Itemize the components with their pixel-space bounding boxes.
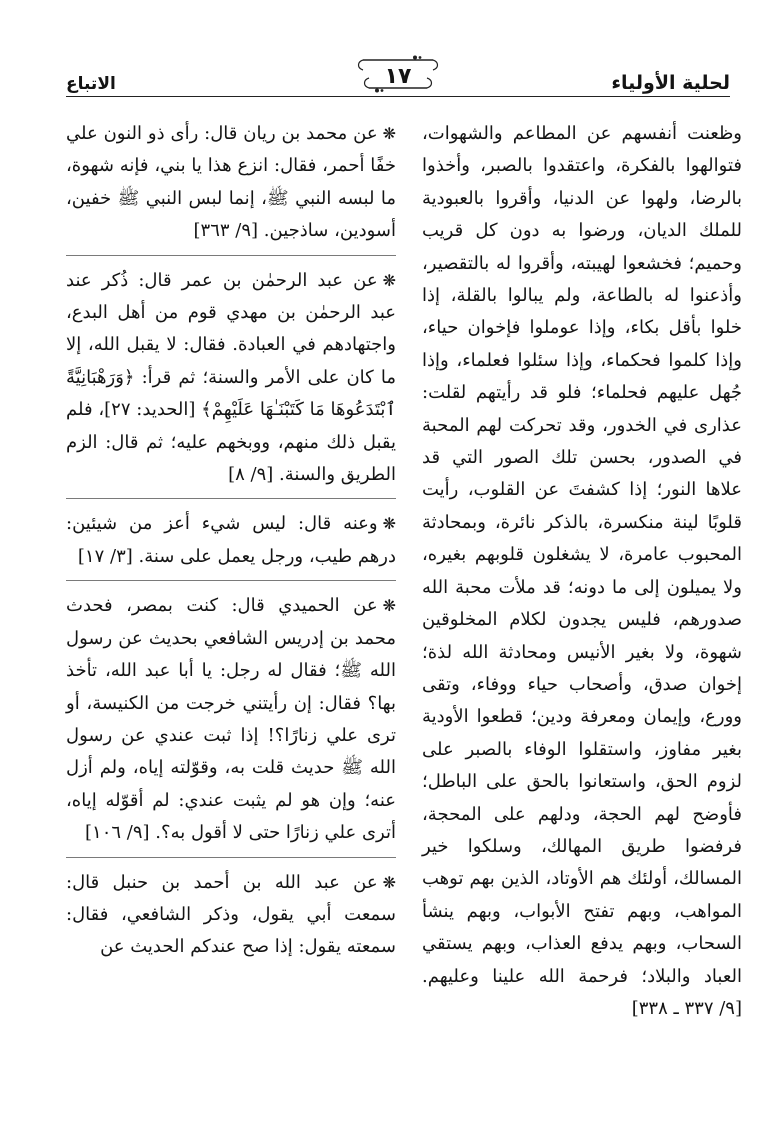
narration-text: عن عبد الله بن أحمد بن حنبل قال: سمعت أبي يقول، وذكر الشافعي، فقال: سمعته يقول: إذا صح عندكم الحديث عن: [66, 871, 396, 958]
source-reference: [٩/ ٨]: [228, 464, 274, 486]
narration-entry: [66, 118, 396, 248]
narration-text: عن عبد الرحمٰن بن عمر قال: ذُكر عند عبد الرحمٰن بن مهدي قوم من أهل البدع، واجتهادهم في العبادة. فقال: لا يقبل الله، إلا ما كان على الأمر والسنة؛ ثم قرأ: ﴿وَرَهْبَانِيَّةً ٱبْتَدَعُوهَا مَا كَتَبْنَـٰهَا عَلَيْهِمْ﴾ [الحديد: ٢٧]، فلم يقبل ذلك منهم، ووبخهم عليه؛ ثم قال: الزم الطريق والسنة.: [66, 269, 396, 486]
source-reference: [٣/ ١٧]: [77, 545, 133, 567]
book-title: لحلية الأولياء: [611, 72, 730, 94]
entry-divider: [66, 857, 396, 858]
star-bullet-icon: ❋: [382, 596, 396, 616]
narration-text: عن محمد بن ريان قال: رأى ذو النون علي خفًا أحمر، فقال: انزع هذا يا بني، فإنه شهوة، ما لبسه النبي ﷺ، إنما لبس النبي ﷺ خفين، أسودين، ساذجين.: [66, 123, 396, 242]
entry-divider: [66, 255, 396, 256]
narration-entry: [66, 508, 396, 573]
narration-text: عن الحميدي قال: كنت بمصر، فحدث محمد بن إدريس الشافعي بحديث عن رسول الله ﷺ؛ فقال له رجل: يا أبا عبد الله، تأخذ بها؟ فقال: إن رأيتني خرجت من الكنيسة، أو ترى علي زنارًا؟! إذا ثبت عندي عن رسول الله ﷺ حديث قلت به، وقوّلته إياه، ولم أزل عنه؛ وإن هو لم يثبت عندي: لم أقوّله إياه، أترى علي زنارًا حتى لا أقول به؟.: [66, 595, 396, 844]
right-column: [422, 118, 742, 1025]
running-header: [66, 52, 730, 98]
paragraph-text: وظعنت أنفسهم عن المطاعم والشهوات، فتوالهوا بالفكرة، واعتقدوا بالصبر، وأخذوا بالرضا، ولهوا عن الدنيا، وأقروا بالعبودية للملك الديان، ورضوا به دون كل قريب وحميم؛ فخشعوا لهيبته، وأقروا له بالتقصير، وأذعنوا له بالطاعة، ولم يبالوا بالقلة، إذا خلوا بأقل بكاء، وإذا عوملوا فإخوان حياء، وإذا كلموا فحكماء، وإذا سئلوا فعلماء، وإذا جُهل عليهم فحلماء؛ فلو قد رأيتهم لقلت: عذارى في الخدور، وقد تحركت لهم المحبة في الصدور، بحسن تلك الصور التي قد علاها النور؛ إذا كشفتَ عن القلوب، رأيت قلوبًا لينة منكسرة، بالذكر نائرة، وبمحادثة المحبوب عامرة، لا يشغلون قلوبهم بغيره، ولا يميلون إلى ما دونه؛ قد ملأت محبة الله صدورهم، فليس يجدون لكلام المخلوقين شهوة، ولا بغير الأنيس ومحادثة الله لذة؛ إخوان صدق، وأصحاب حياء ووفاء، وتقى وورع، وإيمان ومعرفة ودين؛ قطعوا الأودية بغير مفاوز، واستقلوا الوفاء بالصبر على لزوم الحق، واستعانوا بالحق على الباطل؛ فأوضح لهم الحجة، ودلهم على المحجة، فرفضوا طريق المهالك، وسلكوا خير المسالك، أولئك هم الأوتاد، الذين بهم توهب المواهب، وبهم تفتح الأبواب، وبهم ينشأ السحاب، وبهم يدفع العذاب، وبهم يستقي العباد والبلاد؛ فرحمة الله علينا وعليهم.: [422, 123, 742, 987]
narration-entry: [66, 265, 396, 492]
narration-entry: [66, 867, 396, 964]
source-reference: [٩/ ٣٦٣]: [193, 220, 259, 242]
source-reference: [٩/ ٣٣٧ ـ ٣٣٨]: [631, 997, 742, 1019]
continued-paragraph: [422, 118, 742, 1025]
entry-divider: [66, 498, 396, 499]
source-reference: [٩/ ١٠٦]: [85, 822, 150, 844]
page-number-ornament: [355, 54, 441, 94]
section-title: الاتباع: [66, 74, 116, 94]
star-bullet-icon: ❋: [382, 270, 396, 290]
header-rule: [66, 96, 730, 97]
star-bullet-icon: ❋: [382, 514, 396, 534]
entry-divider: [66, 580, 396, 581]
narration-entry: [66, 590, 396, 849]
left-column: [66, 118, 396, 964]
star-bullet-icon: ❋: [382, 872, 396, 892]
page-number: ١٧: [384, 64, 412, 89]
star-bullet-icon: ❋: [382, 124, 396, 143]
narration-text: وعنه قال: ليس شيء أعز من شيئين: درهم طيب، ورجل يعمل على سنة.: [66, 513, 396, 567]
